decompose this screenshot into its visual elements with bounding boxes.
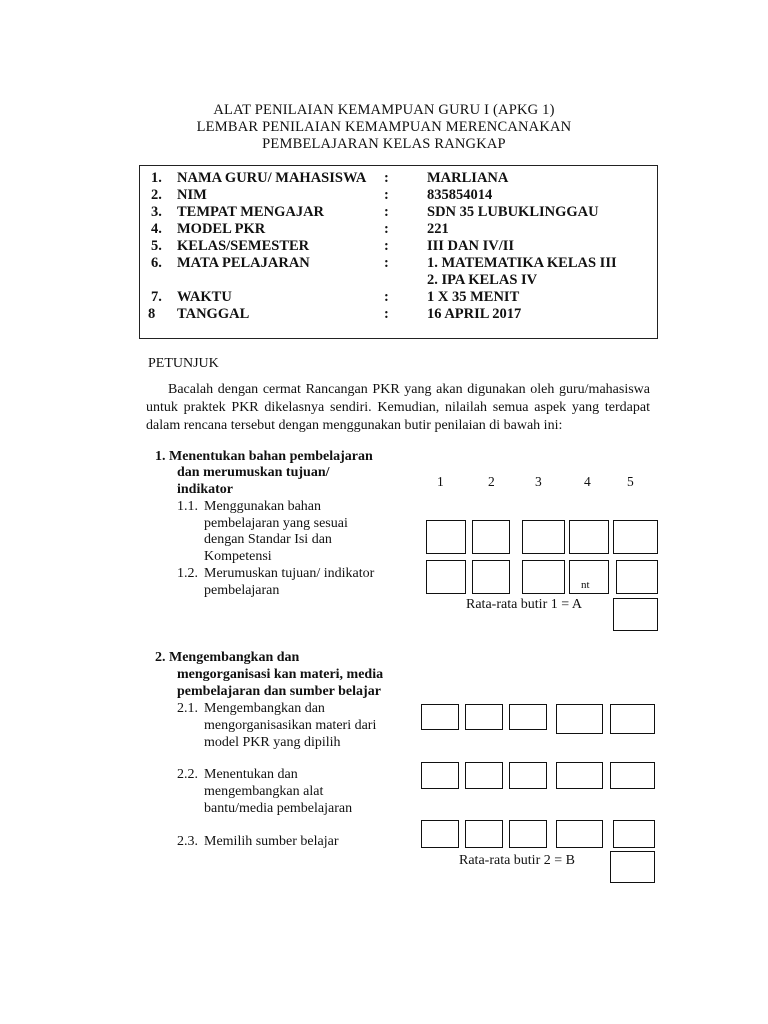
average-2-label: Rata-rata butir 2 = B	[459, 853, 575, 868]
identity-label-model: MODEL PKR	[177, 221, 266, 237]
section-2-title-line-3: pembelajaran dan sumber belajar	[177, 684, 381, 699]
identity-colon: :	[384, 306, 389, 322]
average-1-label: Rata-rata butir 1 = A	[466, 597, 582, 612]
identity-row-number: 4.	[151, 221, 162, 237]
score-box-2-1-5[interactable]	[610, 704, 655, 734]
scale-3: 3	[535, 474, 542, 489]
score-box-1-2-5[interactable]	[616, 560, 658, 594]
score-box-2-2-2[interactable]	[465, 762, 503, 789]
item-2-2-line: mengembangkan alat	[204, 784, 324, 799]
score-box-1-2-1[interactable]	[426, 560, 466, 594]
item-1-2-line: pembelajaran	[204, 583, 280, 598]
item-2-1-line: model PKR yang dipilih	[204, 735, 341, 750]
instructions-heading: PETUNJUK	[148, 356, 219, 371]
scale-1: 1	[437, 474, 444, 489]
identity-label-time: WAKTU	[177, 289, 232, 305]
identity-value-date: 16 APRIL 2017	[427, 306, 522, 322]
score-box-1-1-4[interactable]	[569, 520, 609, 554]
identity-value-name: MARLIANA	[427, 170, 509, 186]
score-box-2-1-2[interactable]	[465, 704, 503, 730]
item-2-1-line: Mengembangkan dan	[204, 701, 325, 716]
average-1-box[interactable]	[613, 598, 658, 631]
identity-row-number: 5.	[151, 238, 162, 254]
item-1-1-line: Kompetensi	[204, 549, 272, 564]
score-box-2-2-1[interactable]	[421, 762, 459, 789]
identity-value-subject-1: 1. MATEMATIKA KELAS III	[427, 255, 617, 271]
identity-label-school: TEMPAT MENGAJAR	[177, 204, 325, 220]
identity-value-class: III DAN IV/II	[427, 238, 515, 254]
score-box-2-1-3[interactable]	[509, 704, 547, 730]
section-1-title-line-1: 1. Menentukan bahan pembelajaran	[155, 449, 373, 464]
identity-value-model: 221	[427, 221, 449, 237]
identity-value-school: SDN 35 LUBUKLINGGAU	[427, 204, 599, 220]
score-box-2-1-4[interactable]	[556, 704, 603, 734]
score-box-2-2-5[interactable]	[610, 762, 655, 789]
item-2-2-number: 2.2.	[177, 767, 198, 782]
identity-row-number: 8	[148, 306, 156, 322]
identity-value-time: 1 X 35 MENIT	[427, 289, 520, 305]
score-box-1-1-5[interactable]	[613, 520, 658, 554]
scale-4: 4	[584, 474, 591, 489]
item-2-3-line: Memilih sumber belajar	[204, 834, 339, 849]
identity-label-name: NAMA GURU/ MAHASISWA	[177, 170, 367, 186]
form-title-line-1: ALAT PENILAIAN KEMAMPUAN GURU I (APKG 1)	[213, 102, 555, 118]
identity-label-date: TANGGAL	[177, 306, 250, 322]
item-2-2-line: bantu/media pembelajaran	[204, 801, 353, 816]
score-box-1-2-3[interactable]	[522, 560, 565, 594]
section-1-title-line-3: indikator	[177, 482, 234, 497]
score-box-2-3-1[interactable]	[421, 820, 459, 848]
item-1-1-line: dengan Standar Isi dan	[204, 532, 332, 547]
identity-row-number: 1.	[151, 170, 162, 186]
scale-2: 2	[488, 474, 495, 489]
item-2-2-line: Menentukan dan	[204, 767, 298, 782]
identity-colon: :	[384, 289, 389, 305]
item-1-1-number: 1.1.	[177, 499, 198, 514]
item-1-1-line: Menggunakan bahan	[204, 499, 322, 514]
identity-colon: :	[384, 170, 389, 186]
identity-row-number: 6.	[151, 255, 162, 271]
item-1-2-number: 1.2.	[177, 566, 198, 581]
section-2-title-line-2: mengorganisasi kan materi, media	[177, 667, 384, 682]
identity-colon: :	[384, 221, 389, 237]
identity-label-class: KELAS/SEMESTER	[177, 238, 310, 254]
score-box-2-1-1[interactable]	[421, 704, 459, 730]
item-1-2-line: Merumuskan tujuan/ indikator	[204, 566, 375, 581]
item-2-1-number: 2.1.	[177, 701, 198, 716]
item-2-3-number: 2.3.	[177, 834, 198, 849]
score-box-1-1-2[interactable]	[472, 520, 510, 554]
identity-row-number: 3.	[151, 204, 162, 220]
identity-value-nim: 835854014	[427, 187, 493, 203]
form-title-line-3: PEMBELAJARAN KELAS RANGKAP	[262, 136, 506, 152]
score-box-2-3-4[interactable]	[556, 820, 603, 848]
score-box-2-3-2[interactable]	[465, 820, 503, 848]
scale-5: 5	[627, 474, 634, 489]
identity-colon: :	[384, 238, 389, 254]
identity-colon: :	[384, 255, 389, 271]
identity-colon: :	[384, 204, 389, 220]
score-box-2-3-5[interactable]	[613, 820, 655, 848]
instructions-text: Bacalah dengan cermat Rancangan PKR yang akan digunakan oleh guru/mahasiswa untuk praktek PKR dikelasnya sendiri. Kemudian, nilailah semua aspek yang terdapat dalam rencana tersebut dengan menggunakan butir penilaian di bawah ini:	[146, 382, 650, 433]
identity-colon: :	[384, 187, 389, 203]
score-box-2-2-3[interactable]	[509, 762, 547, 789]
item-2-1-line: mengorganisasikan materi dari	[204, 718, 377, 733]
mark-fragment: nt	[581, 579, 590, 591]
identity-row-number: 7.	[151, 289, 162, 305]
identity-label-subject: MATA PELAJARAN	[177, 255, 310, 271]
score-box-2-2-4[interactable]	[556, 762, 603, 789]
identity-row-number: 2.	[151, 187, 162, 203]
section-1-title-line-2: dan merumuskan tujuan/	[177, 465, 330, 480]
score-box-1-1-3[interactable]	[522, 520, 565, 554]
identity-label-nim: NIM	[177, 187, 207, 203]
score-box-2-3-3[interactable]	[509, 820, 547, 848]
identity-value-subject-2: 2. IPA KELAS IV	[427, 272, 538, 288]
score-box-1-1-1[interactable]	[426, 520, 466, 554]
section-2-title-line-1: 2. Mengembangkan dan	[155, 650, 300, 665]
item-1-1-line: pembelajaran yang sesuai	[204, 516, 348, 531]
score-box-1-2-2[interactable]	[472, 560, 510, 594]
form-title-line-2: LEMBAR PENILAIAN KEMAMPUAN MERENCANAKAN	[196, 119, 572, 135]
average-2-box[interactable]	[610, 851, 655, 883]
